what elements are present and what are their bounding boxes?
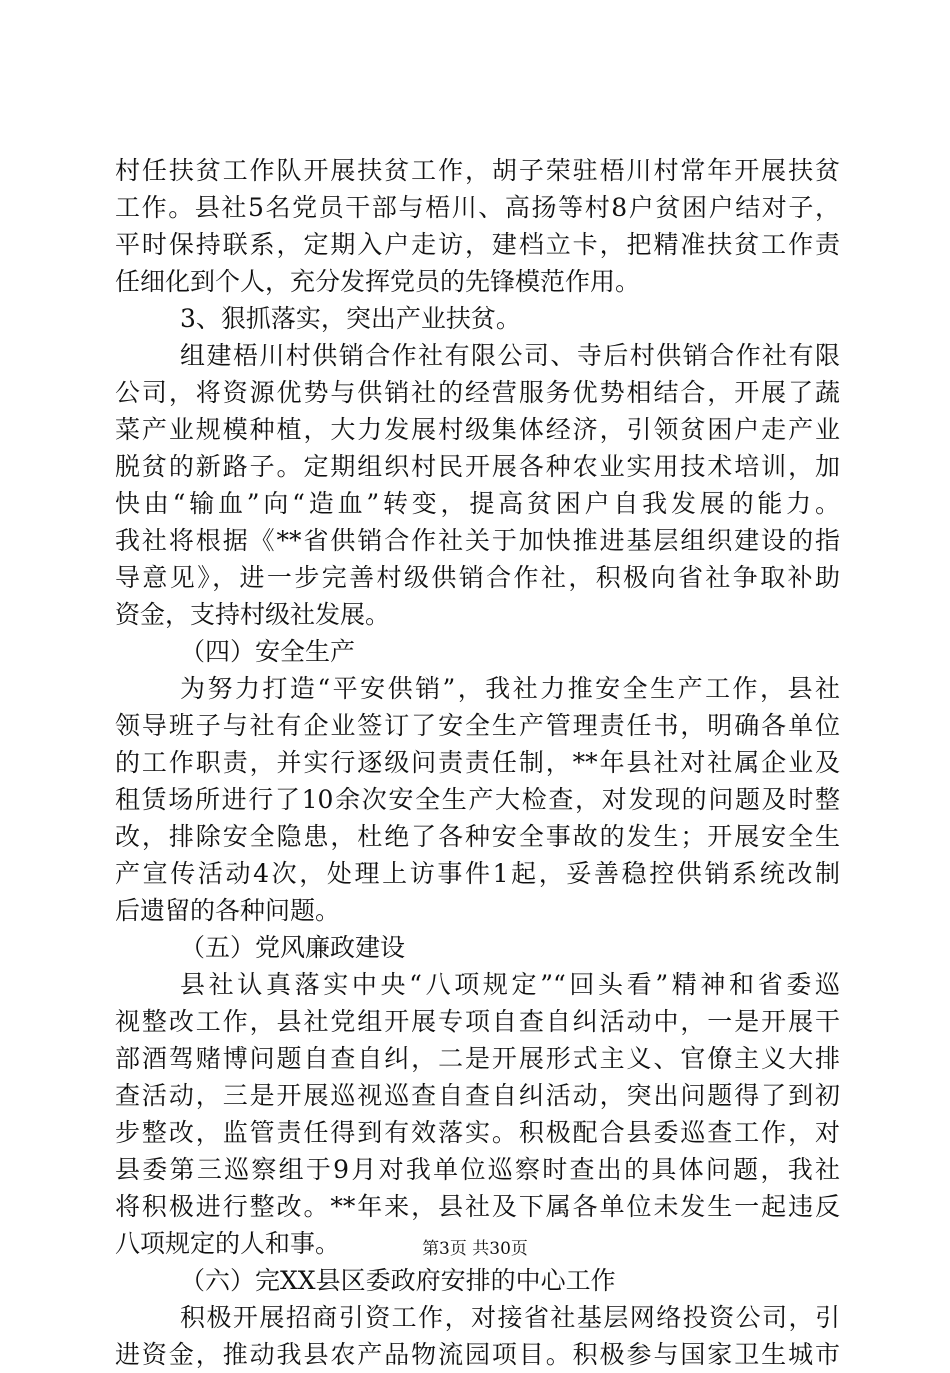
page-footer: 第3页 共30页 [422, 1239, 528, 1259]
text-line: 将积极进行整改。**年来，县社及下属各单位未发生一起违反 [115, 1192, 840, 1221]
text-line: 查活动，三是开展巡视巡查自查自纠活动，突出问题得了到初 [115, 1081, 840, 1110]
text-line: 八项规定的人和事。 [115, 1229, 341, 1258]
text-line: 我社将根据《**省供销合作社关于加快推进基层组织建设的指 [115, 526, 840, 555]
text-line: 积极开展招商引资工作，对接省社基层网络投资公司，引 [180, 1303, 840, 1332]
text-line: 的工作职责，并实行逐级问责责任制，**年县社对社属企业及 [115, 748, 840, 777]
text-line: 任细化到个人，充分发挥党员的先锋模范作用。 [115, 267, 641, 296]
text-line: 3、狠抓落实，突出产业扶贫。 [180, 304, 521, 333]
text-line: 后遗留的各种问题。 [115, 896, 341, 925]
text-line: 菜产业规模种植，大力发展村级集体经济，引领贫困户走产业 [115, 415, 840, 444]
text-line: 步整改，监管责任得到有效落实。积极配合县委巡查工作，对 [115, 1118, 840, 1147]
text-line: 领导班子与社有企业签订了安全生产管理责任书，明确各单位 [115, 711, 840, 740]
text-line: 为努力打造“平安供销”，我社力推安全生产工作，县社 [180, 674, 840, 703]
text-line: （四）安全生产 [180, 637, 356, 666]
text-line: 产宣传活动4次，处理上访事件1起，妥善稳控供销系统改制 [115, 859, 840, 888]
text-line: 改，排除安全隐患，杜绝了各种安全事故的发生；开展安全生 [115, 822, 840, 851]
text-line: 租赁场所进行了10余次安全生产大检查，对发现的问题及时整 [115, 785, 840, 814]
text-line: 快由“输血”向“造血”转变，提高贫困户自我发展的能力。 [115, 489, 840, 518]
text-line: （五）党风廉政建设 [180, 933, 406, 962]
text-line: 脱贫的新路子。定期组织村民开展各种农业实用技术培训，加 [115, 452, 840, 481]
text-line: 视整改工作，县社党组开展专项自查自纠活动中，一是开展干 [115, 1007, 840, 1036]
text-line: 部酒驾赌博问题自查自纠，二是开展形式主义、官僚主义大排 [115, 1044, 840, 1073]
text-line: 公司，将资源优势与供销社的经营服务优势相结合，开展了蔬 [115, 378, 840, 407]
text-line: 平时保持联系，定期入户走访，建档立卡，把精准扶贫工作责 [115, 230, 840, 259]
document-body [115, 152, 840, 1373]
text-line: 导意见》，进一步完善村级供销合作社，积极向省社争取补助 [115, 563, 840, 592]
text-line: 县社认真落实中央“八项规定”“回头看”精神和省委巡 [180, 970, 840, 999]
text-line: 组建梧川村供销合作社有限公司、寺后村供销合作社有限 [180, 341, 840, 370]
text-line: 进资金，推动我县农产品物流园项目。积极参与国家卫生城市 [115, 1340, 840, 1369]
text-line: 村任扶贫工作队开展扶贫工作，胡子荣驻梧川村常年开展扶贫 [115, 156, 840, 185]
text-line: 资金，支持村级社发展。 [115, 600, 391, 629]
text-line: 工作。县社5名党员干部与梧川、高扬等村8户贫困户结对子， [115, 193, 840, 222]
text-line: 县委第三巡察组于9月对我单位巡察时查出的具体问题，我社 [115, 1155, 840, 1184]
text-line: （六）完XX县区委政府安排的中心工作 [180, 1266, 616, 1295]
